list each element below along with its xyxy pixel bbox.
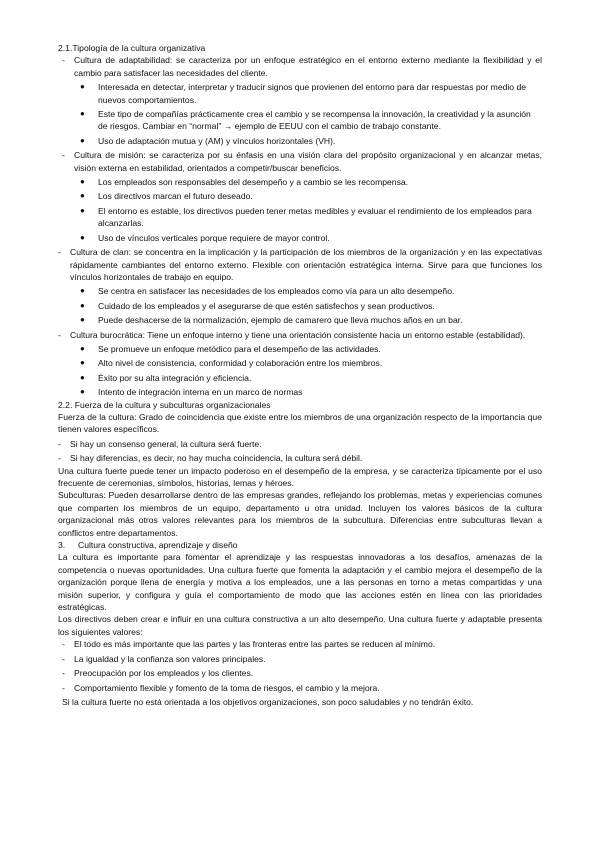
bullet-icon: ●	[80, 109, 85, 119]
bullet-icon: ●	[80, 286, 85, 296]
bullet-item: ● El entorno es estable, los directivos pueden tener metas medibles y evaluar el rendimiento de los empleados para alcanzarlas.	[80, 205, 532, 229]
paragraph-mision: Cultura de misión: se caracteriza por su énfasis en una visión clara del propósito organizacional y en alcanzar metas, visión externa en estabilidad, orientados a competir/buscar beneficios.	[74, 150, 542, 173]
paragraph-burocratica: Cultura burocrática: Tiene un enfoque interno y tiene una orientación consistente hacia un entorno estable (estabilidad).	[70, 329, 526, 340]
dash-marker: -	[58, 247, 61, 258]
bullet-item: ● Éxito por su alta integración y eficiencia.	[80, 372, 252, 383]
document-content	[58, 42, 542, 708]
bullet-item: ● Los directivos marcan el futuro deseado.	[80, 191, 253, 202]
bullet-icon: ●	[80, 300, 85, 310]
dash-item-burocratica	[58, 329, 542, 341]
dash-item-valor: - Preocupación por los empleados y los clientes.	[62, 668, 254, 679]
bullet-icon: ●	[80, 135, 85, 145]
paragraph-impacto: Una cultura fuerte puede tener un impacto poderoso en el desempeño de la empresa, y se caracteriza típicamente por el uso frecuente de ceremonias, símbolos, historias, lemas y héroes.	[58, 465, 542, 488]
bullet-item: ● Los empleados son responsables del desempeño y a cambio se les recompensa.	[80, 177, 409, 188]
dash-marker: -	[62, 639, 65, 650]
section-title-tipologia: 2.1.Tipología de la cultura organizativa	[58, 43, 206, 53]
bullet-item: ● Uso de adaptación mutua y (AM) y vínculos horizontales (VH).	[80, 135, 336, 146]
bullet-item: ● Se promueve un enfoque metódico para el desempeño de las actividades.	[80, 343, 381, 354]
dash-item-valor: - La igualdad y la confianza son valores principales.	[62, 653, 266, 664]
bullet-icon: ●	[80, 358, 85, 368]
bullet-icon: ●	[80, 205, 85, 215]
dash-marker: -	[62, 150, 65, 161]
dash-marker: -	[58, 453, 61, 464]
bullet-item: ● Puede deshacerse de la normalización, ejemplo de camarero que lleva muchos años en un bar.	[80, 315, 463, 326]
bullet-icon: ●	[80, 315, 85, 325]
dash-marker: -	[62, 55, 65, 66]
paragraph-clan: Cultura de clan: se concentra en la implicación y la participación de los miembros de la organización y en las expectativas rápidamente cambiantes del entorno externo. Flexible con orientación estratégica interna. Sirve para que funciones los vínculos horizontales de trabajo en equipo.	[70, 247, 542, 282]
paragraph-adaptabilidad: Cultura de adaptabilidad: se caracteriza por un enfoque estratégico en el entorno externo mediante la flexibilidad y el cambio para satisfacer las necesidades del cliente.	[74, 55, 542, 78]
paragraph-fuerza-def: Fuerza de la cultura: Grado de coincidencia que existe entre los miembros de una organización respecto de la importancia que tienen valores específicos.	[58, 411, 542, 435]
bullet-item: ● Este tipo de compañías prácticamente crea el cambio y se recompensa la innovación, la creatividad y la asunción de riesgos. Cambiar en “normal” → ejemplo de EEUU con el cambio de trabajo constante.	[80, 109, 531, 132]
section-number: 3.	[58, 540, 66, 551]
bullet-icon: ●	[80, 387, 85, 397]
bullet-icon: ●	[80, 372, 85, 382]
dash-marker: -	[62, 668, 65, 679]
dash-marker: -	[62, 682, 65, 693]
dash-item-valor: - El todo es más importante que las partes y las fronteras entre las partes se reducen al mínimo.	[62, 639, 436, 650]
bullet-item: ● Uso de vínculos verticales porque requiere de mayor control.	[80, 232, 330, 243]
dash-marker: -	[58, 438, 61, 449]
dash-item-mision	[62, 149, 542, 174]
dash-marker: -	[62, 653, 65, 664]
paragraph-subculturas: Subculturas: Pueden desarrollarse dentro de las empresas grandes, reflejando los problemas, metas y experiencias comunes que comparten los miembros de un equipo, departamento u otra unidad. Incluyen los valores básicos de la cultura organizacional más otros valores relevantes para los miembros de la subcultura. Diferencias entre subculturas llevan a conflictos entre departamentos.	[58, 490, 542, 538]
bullet-icon: ●	[80, 191, 85, 201]
bullet-icon: ●	[80, 177, 85, 187]
dash-item-fuerza: - Si hay diferencias, es decir, no hay mucha coincidencia, la cultura será débil.	[58, 453, 363, 464]
dash-item-fuerza: - Si hay un consenso general, la cultura será fuerte.	[58, 438, 262, 449]
section-title-constructiva: 3. Cultura constructiva, aprendizaje y diseño	[58, 540, 238, 551]
bullet-icon: ●	[80, 82, 85, 92]
bullet-item: ● Alto nivel de consistencia, conformidad y colaboración entre los miembros.	[80, 358, 383, 369]
bullet-item: ● Interesada en detectar, interpretar y traducir signos que provienen del entorno para dar respuestas por medio de nuevos comportamientos.	[80, 82, 527, 105]
paragraph-constructiva-1: La cultura es importante para fomentar el aprendizaje y las respuestas innovadoras a los desafíos, amenazas de la competencia o nuevas oportunidades. Una cultura fuerte que fomenta la adaptación y el cambio mejora el desempeño de la organización porque llena de energía y motiva a los empleados, une a las personas en torno a metas compartidas y una misión superior, y configura y guía el comportamiento de modo que las acciones estén en línea con las prioridades estratégicas.	[58, 552, 542, 613]
dash-marker: -	[58, 329, 61, 340]
bullet-item: ● Se centra en satisfacer las necesidades de los empleados como vía para un alto desempeño.	[80, 286, 455, 297]
bullet-item: ● Cuidado de los empleados y el asegurarse de que estén satisfechos y sean productivos.	[80, 300, 435, 311]
bullet-icon: ●	[80, 343, 85, 353]
dash-item-clan	[58, 246, 542, 283]
dash-item-adaptabilidad	[62, 54, 542, 79]
paragraph-constructiva-2: Los directivos deben crear e influir en una cultura constructiva a un alto desempeño. Una cultura fuerte y adaptable presenta los siguientes valores:	[58, 614, 542, 637]
bullet-item: ● Intento de integración interna en un marco de normas	[80, 387, 303, 398]
dash-item-valor: - Comportamiento flexible y fomento de la toma de riesgos, el cambio y la mejora.	[62, 682, 380, 693]
section-title-fuerza: 2.2. Fuerza de la cultura y subculturas organizacionales	[58, 399, 271, 410]
bullet-icon: ●	[80, 232, 85, 242]
paragraph-closing: Si la cultura fuerte no está orientada a los objetivos organizaciones, son poco saludables y no tendrán éxito.	[62, 696, 474, 707]
